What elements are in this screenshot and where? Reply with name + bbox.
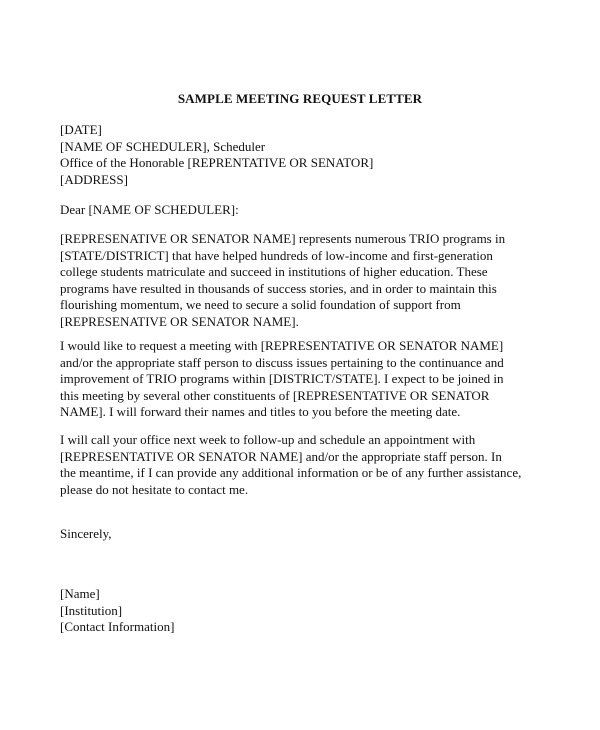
closing-line: Sincerely, bbox=[60, 526, 112, 541]
paragraph-line: I would like to request a meeting with [REPRESENTATIVE OR SENATOR NAME] bbox=[60, 338, 504, 353]
office-line: Office of the Honorable [REPRENTATIVE OR SENATOR] bbox=[60, 155, 374, 170]
paragraph-line: [REPRESENATIVE OR SENATOR NAME] represents numerous TRIO programs in bbox=[60, 231, 506, 246]
paragraph-1 bbox=[60, 231, 560, 330]
paragraph-2 bbox=[60, 338, 560, 421]
paragraph-line: [STATE/DISTRICT] that have helped hundreds of low-income and first-generation bbox=[60, 247, 493, 263]
address-line: [ADDRESS] bbox=[60, 171, 128, 187]
closing bbox=[60, 526, 560, 543]
paragraph-3 bbox=[60, 432, 560, 498]
paragraph-line: and/or the appropriate staff person to discuss issues pertaining to the continuance and bbox=[60, 354, 504, 370]
paragraph-line: programs have resulted in thousands of success stories, and in order to maintain this bbox=[60, 280, 497, 296]
signature-contact: [Contact Information] bbox=[60, 619, 175, 634]
date-line: [DATE] bbox=[60, 122, 102, 137]
paragraph-line: [REPRESENTATIVE OR SENATOR NAME] and/or the appropriate staff person. In bbox=[60, 448, 502, 464]
address-block bbox=[60, 122, 560, 188]
signature-name: [Name] bbox=[60, 586, 100, 601]
paragraph-line: college students matriculate and succeed in institutions of higher education. These bbox=[60, 264, 488, 279]
paragraph-line: I will call your office next week to follow-up and schedule an appointment with bbox=[60, 432, 476, 447]
salutation bbox=[60, 202, 560, 219]
signature-block bbox=[60, 586, 560, 636]
paragraph-line: the meantime, if I can provide any additional information or be of any further assistance, bbox=[60, 465, 522, 480]
paragraph-line: [REPRESENATIVE OR SENATOR NAME]. bbox=[60, 313, 299, 329]
paragraph-line: flourishing momentum, we need to secure a solid foundation of support from bbox=[60, 297, 461, 312]
paragraph-line: please do not hesitate to contact me. bbox=[60, 481, 249, 497]
scheduler-line: [NAME OF SCHEDULER], Scheduler bbox=[60, 138, 266, 154]
salutation-line: Dear [NAME OF SCHEDULER]: bbox=[60, 202, 239, 217]
paragraph-line: this meeting by several other constituents of [REPRESENTATIVE OR SENATOR bbox=[60, 387, 490, 403]
signature-institution: [Institution] bbox=[60, 602, 123, 618]
letter-title: SAMPLE MEETING REQUEST LETTER bbox=[177, 91, 423, 106]
paragraph-line: improvement of TRIO programs within [DISTRICT/STATE]. I expect to be joined in bbox=[60, 371, 504, 386]
paragraph-line: NAME]. I will forward their names and titles to you before the meeting date. bbox=[60, 404, 461, 419]
